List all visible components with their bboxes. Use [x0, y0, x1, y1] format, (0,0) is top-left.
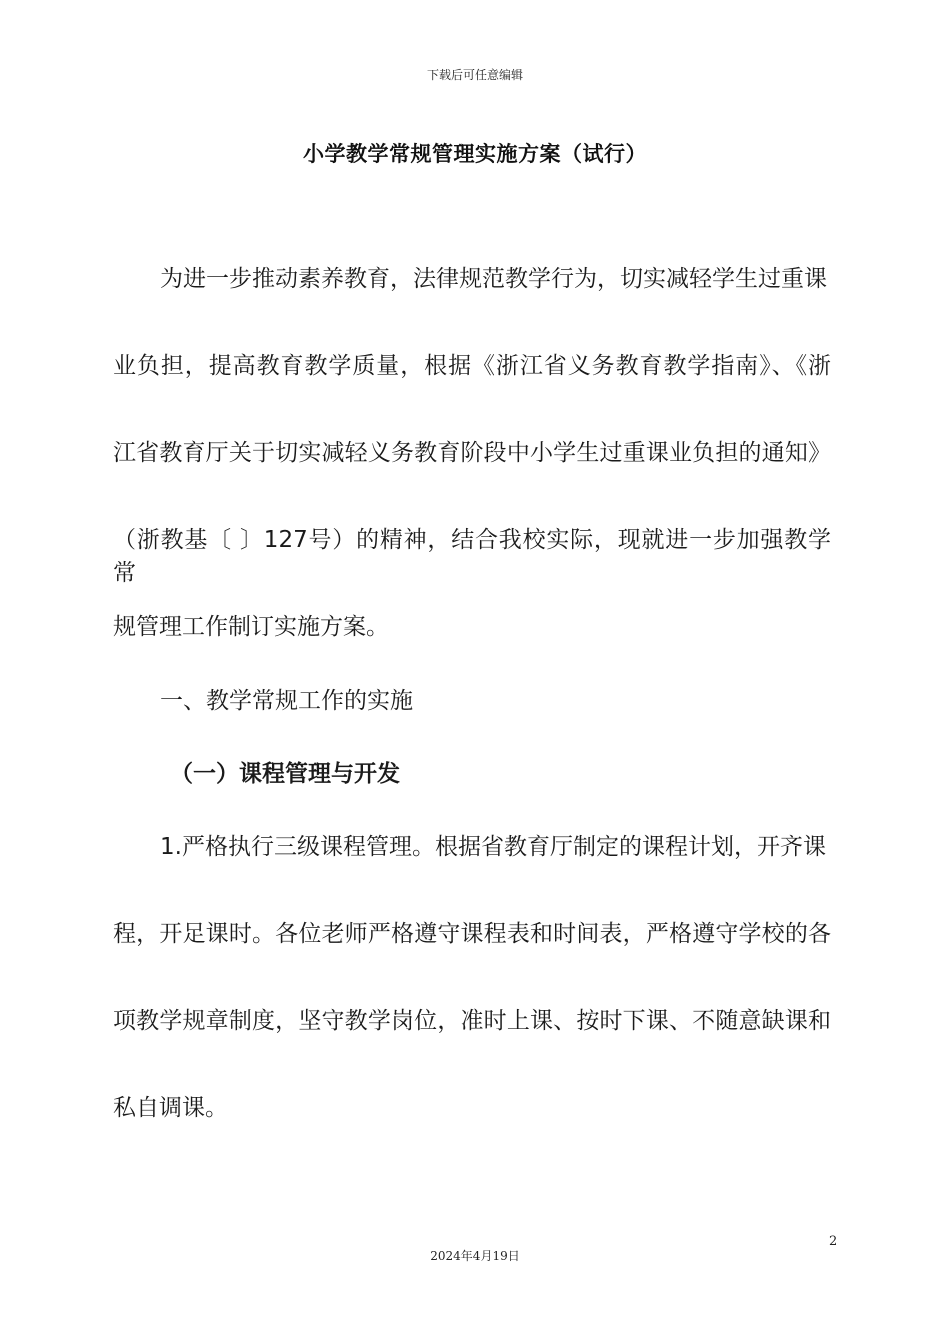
paragraph-line: 1.严格执行三级课程管理。根据省教育厅制定的课程计划，开齐课: [160, 834, 826, 860]
paragraph-line: 程，开足课时。各位老师严格遵守课程表和时间表，严格遵守学校的各: [113, 921, 831, 947]
section-heading: 一、教学常规工作的实施: [160, 688, 413, 714]
subsection-heading: （一）课程管理与开发: [170, 761, 400, 787]
paragraph-line: （浙教基〔 〕127号）的精神，结合我校实际，现就进一步加强教学常: [113, 527, 831, 586]
page-footer-date: 2024年4月19日: [430, 1249, 520, 1263]
document-title: 小学教学常规管理实施方案（试行）: [303, 142, 647, 166]
paragraph-line: 规管理工作制订实施方案。: [113, 614, 389, 640]
paragraph-line: 项教学规章制度，坚守教学岗位，准时上课、按时下课、不随意缺课和: [113, 1008, 831, 1034]
paragraph-line: 业负担，提高教育教学质量，根据《浙江省义务教育教学指南》、《浙: [113, 353, 831, 379]
page-header: 下载后可任意编辑: [426, 68, 523, 82]
paragraph-line: 为进一步推动素养教育，法律规范教学行为，切实减轻学生过重课: [160, 266, 827, 292]
paragraph-line: 江省教育厅关于切实减轻义务教育阶段中小学生过重课业负担的通知》: [113, 440, 831, 466]
page-number: 2: [829, 1234, 838, 1249]
paragraph-line: 私自调课。: [113, 1095, 228, 1121]
